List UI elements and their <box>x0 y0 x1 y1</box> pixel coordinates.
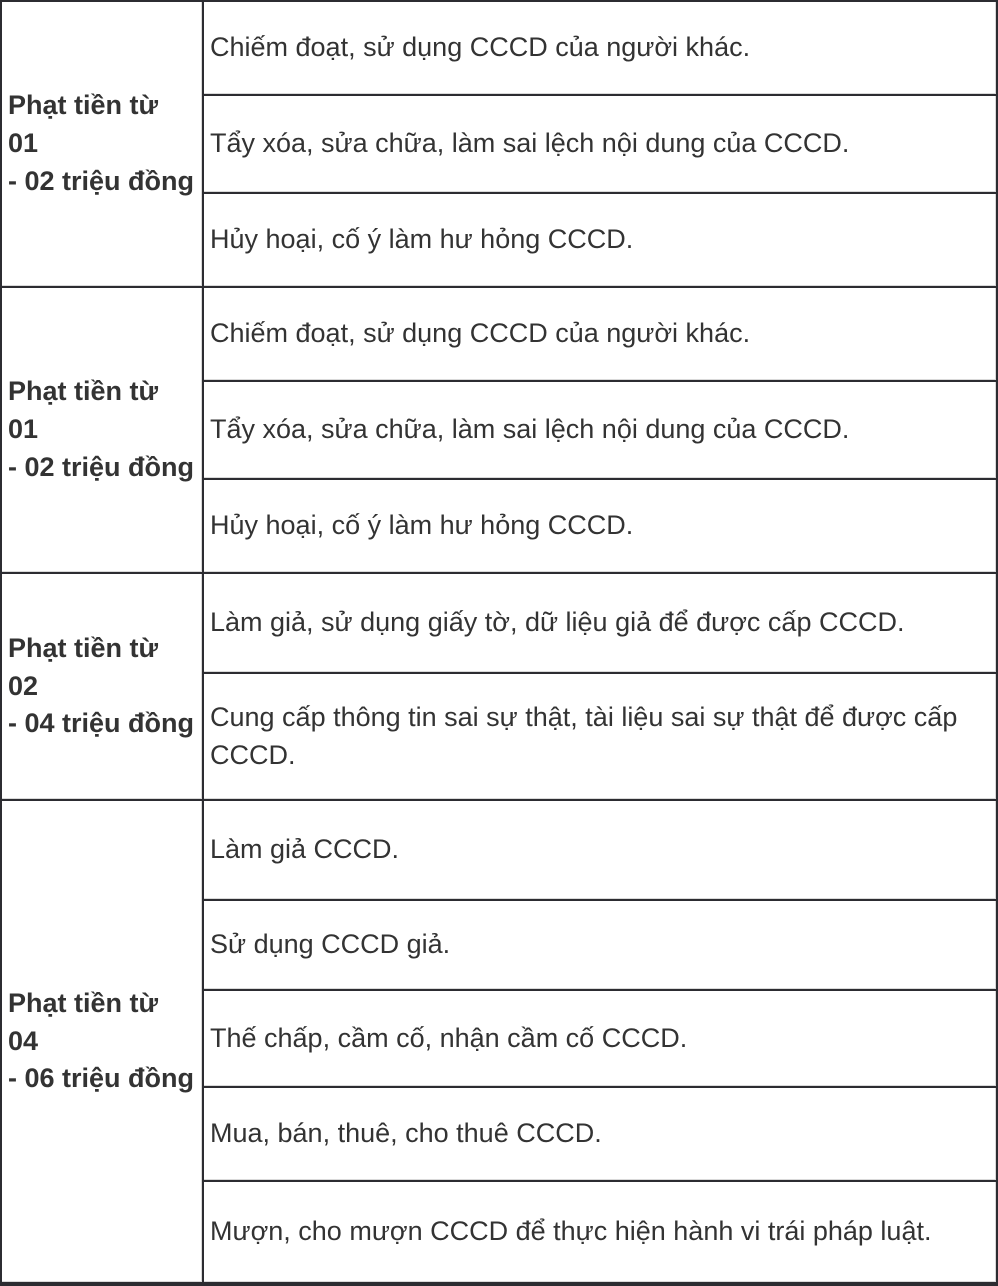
fine-amount-line: - 04 triệu đồng <box>8 708 195 739</box>
violation-cell: Sử dụng CCCD giả. <box>203 900 997 990</box>
table-row <box>1 287 997 381</box>
violation-cell: Mua, bán, thuê, cho thuê CCCD. <box>203 1087 997 1181</box>
fine-amount-line: - 06 triệu đồng <box>8 1063 195 1094</box>
fine-amount-line: Phạt tiền từ 01 <box>8 376 159 445</box>
fine-amount-line: - 02 triệu đồng <box>8 165 195 196</box>
violation-cell: Mượn, cho mượn CCCD để thực hiện hành vi trái pháp luật. <box>203 1181 997 1284</box>
fine-amount-line: - 02 triệu đồng <box>8 451 195 482</box>
violation-cell: Làm giả CCCD. <box>203 800 997 900</box>
fine-amount-cell <box>1 287 203 573</box>
violation-cell: Chiếm đoạt, sử dụng CCCD của người khác. <box>203 1 997 95</box>
fine-amount-line: Phạt tiền từ 04 <box>8 987 159 1056</box>
violation-cell: Chiếm đoạt, sử dụng CCCD của người khác. <box>203 287 997 381</box>
violation-cell: Cung cấp thông tin sai sự thật, tài liệu sai sự thật để được cấp CCCD. <box>203 673 997 800</box>
violation-cell: Làm giả, sử dụng giấy tờ, dữ liệu giả để được cấp CCCD. <box>203 573 997 673</box>
fine-amount-line: Phạt tiền từ 02 <box>8 632 159 701</box>
violation-cell: Hủy hoại, cố ý làm hư hỏng CCCD. <box>203 193 997 287</box>
table-row <box>1 573 997 673</box>
fine-amount-line: Phạt tiền từ 01 <box>8 90 159 159</box>
fine-amount-cell <box>1 800 203 1284</box>
violation-cell: Hủy hoại, cố ý làm hư hỏng CCCD. <box>203 479 997 573</box>
fine-amount-cell <box>1 573 203 800</box>
fine-amount-cell <box>1 1 203 287</box>
violation-cell: Tẩy xóa, sửa chữa, làm sai lệch nội dung của CCCD. <box>203 95 997 193</box>
table-row <box>1 800 997 900</box>
violation-cell: Tẩy xóa, sửa chữa, làm sai lệch nội dung của CCCD. <box>203 381 997 479</box>
table-row <box>1 1 997 95</box>
violation-cell: Thế chấp, cầm cố, nhận cầm cố CCCD. <box>203 990 997 1087</box>
